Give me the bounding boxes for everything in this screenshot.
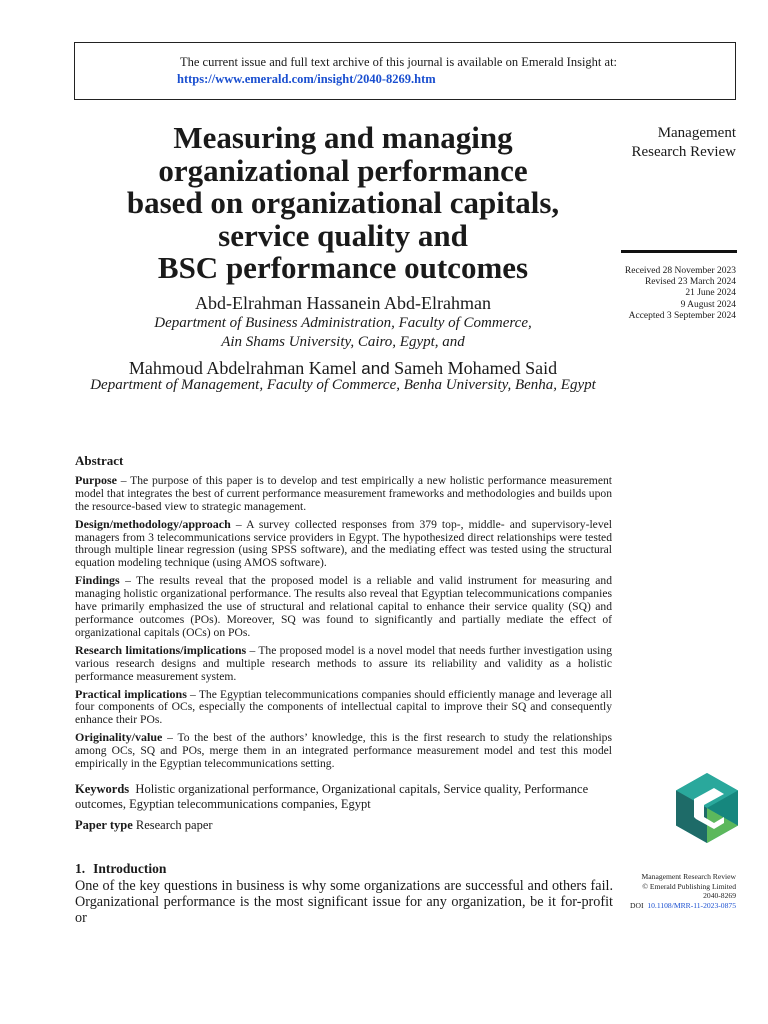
abstract-limitations [75, 644, 612, 684]
abstract-separator: – [117, 473, 131, 487]
abstract-label: Research limitations/implications [75, 642, 247, 657]
abstract-text: The Egyptian telecommunications companies should efficiently manage and leverage all four components of OCs, especially the components of intellectual capital to improve their SQ and consequently enhance their POs. [75, 687, 612, 727]
doi-label: DOI [630, 900, 644, 910]
co-authors [75, 358, 611, 379]
abstract-separator: – [230, 517, 247, 531]
abstract-label: Findings [75, 573, 120, 588]
date-line: 9 August 2024 [680, 299, 736, 310]
date-line: Revised 23 March 2024 [644, 277, 736, 288]
abstract-separator: – [186, 687, 199, 701]
journal-name [631, 124, 736, 162]
abstract-separator: – [119, 574, 137, 588]
second-author: Mahmoud Abdelrahman Kamel [128, 358, 357, 378]
abstract-heading: Abstract [75, 453, 124, 468]
journal-archive-notice [74, 42, 736, 100]
abstract-practical [75, 688, 612, 728]
abstract-text: To the best of the authors’ knowledge, this is the first research to study the relationships among OCs, SQ and POs, merge them in an integrated performance measurement model and test this model empirically in the Egyptian telecommunications setting. [75, 731, 612, 771]
date-line: 21 June 2024 [685, 288, 736, 299]
journal-name-line: Research Review [631, 144, 736, 160]
first-author-affiliation [75, 314, 611, 351]
sidebar-divider [621, 250, 737, 253]
paper-title [75, 122, 611, 285]
abstract-label: Purpose [75, 472, 117, 487]
keywords-text: Holistic organizational performance, Organizational capitals, Service quality, Performance outcomes, Egyptian telecommunications companies, Egypt [75, 782, 589, 811]
date-line: Received 28 November 2023 [624, 266, 736, 276]
section-heading-introduction [75, 861, 166, 877]
abstract-label: Design/methodology/approach [75, 516, 231, 531]
publication-info [630, 872, 736, 910]
doi-link[interactable]: 10.1108/MRR-11-2023-0875 [647, 900, 736, 910]
first-author: Abd-Elrahman Hassanein Abd-Elrahman [195, 293, 491, 313]
abstract-label: Practical implications [75, 686, 187, 701]
co-author-affiliation: Department of Management, Faculty of Commerce, Benha University, Benha, Egypt [90, 377, 596, 393]
title-line: based on organizational capitals, [126, 185, 560, 220]
paper-type [75, 818, 213, 833]
affiliation-line: Ain Shams University, Cairo, Egypt, and [221, 333, 465, 350]
paper-type-label: Paper type [75, 818, 133, 832]
archive-notice-text: The current issue and full text archive of this journal is available on Emerald Insight at: [180, 55, 618, 69]
abstract-text: A survey collected responses from 379 top-, middle- and supervisory-level managers from 3 telecommunications service providers in Egypt. The hypothesized direct relationships were tested through multiple linear regression (using SPSS software), and the mediating effect was tested using the structural equation modeling technique (using AMOS software). [75, 517, 612, 570]
introduction-paragraph: One of the key questions in business is why some organizations are successful and others fail. Organizational performance is the most significant issue for any organization, be it for-profit or [75, 878, 613, 926]
footer-journal: Management Research Review [641, 872, 736, 881]
title-line: BSC performance outcomes [157, 250, 529, 285]
abstract-separator: – [162, 731, 178, 745]
abstract-label: Originality/value [75, 730, 163, 745]
abstract-text: The purpose of this paper is to develop and test empirically a new holistic performance measurement model that integrates the best of current performance measurement frameworks and methodologies and builds upon the resource-based view to strategic management. [75, 473, 612, 513]
footer-issn: 2040-8269 [703, 891, 736, 901]
abstract-originality [75, 731, 612, 771]
abstract-text: The results reveal that the proposed model is a reliable and valid instrument for measuring and managing holistic organizational performance. The results also reveal that Egyptian telecommunications companies have primarily emphasized the use of structural and relational capital to enhance their service quality (SQ) and performance outcomes (POs). Moreover, SQ was found to significantly and partially mediate the effect of organizational capitals (OCs) on POs. [75, 574, 612, 639]
title-line: organizational performance [158, 152, 528, 188]
abstract-purpose [75, 474, 612, 514]
title-line: Measuring and managing [173, 120, 513, 155]
keywords-label: Keywords [75, 782, 130, 796]
emerald-logo-icon [676, 773, 738, 843]
journal-url-link[interactable]: https://www.emerald.com/insight/2040-8269.htm [177, 72, 436, 86]
keywords [75, 782, 612, 811]
abstract-findings [75, 574, 612, 640]
section-number: 1. [75, 861, 86, 876]
date-line: Accepted 3 September 2024 [628, 310, 736, 321]
abstract-design [75, 518, 612, 571]
author-conjunction: and [361, 359, 390, 378]
footer-publisher: © Emerald Publishing Limited [642, 881, 736, 891]
title-line: service quality and [218, 217, 468, 253]
paper-type-value: Research paper [135, 818, 213, 832]
section-title: Introduction [93, 861, 167, 876]
submission-dates [625, 266, 736, 322]
footer-doi [630, 901, 736, 911]
third-author: Sameh Mohamed Said [394, 358, 558, 378]
abstract [75, 455, 612, 775]
affiliation-line: Department of Business Administration, Faculty of Commerce, [154, 315, 532, 331]
abstract-separator: – [246, 643, 259, 657]
abstract-text: The proposed model is a novel model that needs further investigation using various research designs and multiple research methods to assure its reliability and validity as a holistic performance measurement system. [75, 643, 612, 683]
journal-name-line: Management [657, 125, 736, 141]
